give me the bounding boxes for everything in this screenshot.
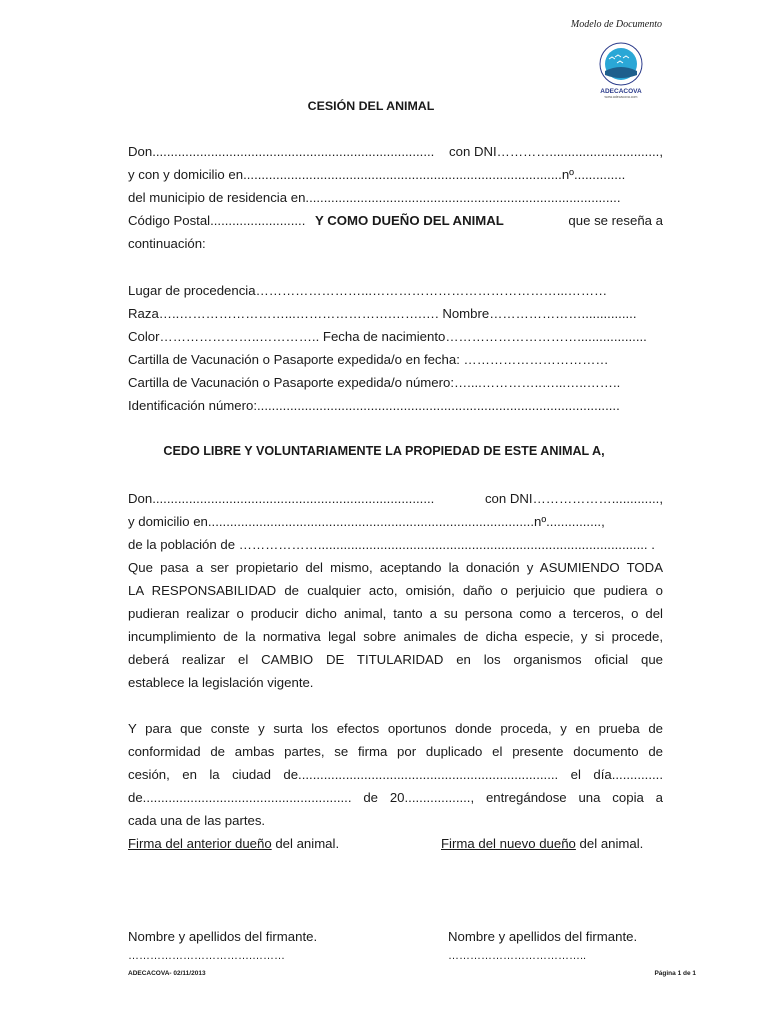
paragraph-line: LA RESPONSABILIDAD de cualquier acto, omisión, daño o perjuicio que pudiera o <box>128 583 663 598</box>
new-owner-signature-title: Firma del nuevo dueño <box>441 836 576 851</box>
new-owner-name-label: Nombre y apellidos del firmante. <box>448 929 638 944</box>
logo-url: www.adecacova.com <box>604 95 638 99</box>
vaccination-number-line: Cartilla de Vacunación o Pasaporte expedida/o número:…....…………..…...…..…….. <box>128 375 621 390</box>
continuation-line: continuación: <box>128 236 206 251</box>
adecacova-logo <box>593 41 649 99</box>
footer-page-number: Página 1 de 1 <box>654 970 696 977</box>
owner-name-field: Don............................................................................. <box>128 144 435 159</box>
new-owner-signature-suffix: del animal. <box>575 836 644 851</box>
identification-line: Identificación número:................................................................................................... <box>128 398 620 413</box>
paragraph-line: pudieran realizar o producir dicho animal, tanto a su persona como a terceros, o del <box>128 606 663 621</box>
previous-owner-name-label: Nombre y apellidos del firmante. <box>128 929 318 944</box>
owner-declaration-rest: que se reseña a <box>568 213 663 228</box>
closing-line: conformidad de ambas partes, se firma por duplicado el presente documento de <box>128 744 663 759</box>
closing-line: cada una de las partes. <box>128 813 266 828</box>
logo-emblem-icon <box>593 41 649 87</box>
previous-owner-signature-suffix: del animal. <box>271 836 340 851</box>
owner-municipality-line: del municipio de residencia en...................................................................................... <box>128 190 621 205</box>
new-owner-name-field: Don............................................................................. <box>128 491 435 506</box>
closing-line: Y para que conste y surta los efectos oportunos donde proceda, y en prueba de <box>128 721 663 736</box>
vaccination-date-line: Cartilla de Vacunación o Pasaporte expedida/o en fecha: …………………………… <box>128 352 609 367</box>
color-birth-line: Color…………………..………….. Fecha de nacimiento…………………………................... <box>128 329 647 344</box>
document-title: CESIÓN DEL ANIMAL <box>307 99 435 113</box>
new-owner-address-line: y domicilio en.........................................................................................nº..............., <box>128 514 605 529</box>
footer-organization-date: ADECACOVA- 02/11/2013 <box>128 970 206 977</box>
closing-line: cesión, en la ciudad de....................................................................... el día.............. <box>128 767 663 782</box>
owner-postal-line <box>128 213 663 229</box>
cession-heading: CEDO LIBRE Y VOLUNTARIAMENTE LA PROPIEDAD DE ESTE ANIMAL A, <box>163 444 605 458</box>
owner-declaration: Y COMO DUEÑO DEL ANIMAL <box>315 213 504 228</box>
previous-owner-name-dots: …………………………….……… <box>128 950 286 962</box>
owner-name-line <box>128 144 663 160</box>
document-type-note: Modelo de Documento <box>570 19 662 30</box>
owner-dni-field: con DNI………….............................., <box>449 144 663 159</box>
new-owner-dni-field: con DNI………………............., <box>484 491 663 506</box>
logo-name: ADECACOVA <box>600 88 642 95</box>
breed-name-line: Raza…..……………………...………………….…….…. Nombre…………………............... <box>128 306 637 321</box>
closing-line: de......................................................... de 20.................., entregándose una copia a <box>128 790 663 805</box>
owner-address-line: y con y domicilio en.......................................................................................nº.............. <box>128 167 626 182</box>
origin-line: Lugar de procedencia……………………...……………………………………...……… <box>128 283 608 298</box>
paragraph-line: Que pasa a ser propietario del mismo, aceptando la donación y ASUMIENDO TODA <box>128 560 663 575</box>
paragraph-line: establece la legislación vigente. <box>128 675 314 690</box>
previous-owner-signature-title: Firma del anterior dueño <box>128 836 272 851</box>
previous-owner-signature-label <box>128 836 339 852</box>
paragraph-line: deberá realizar el CAMBIO DE TITULARIDAD en los organismos oficial que <box>128 652 663 667</box>
postal-code-field: Código Postal.......................... <box>128 213 306 228</box>
new-owner-name-dots: ……………………………….. <box>448 950 587 962</box>
new-owner-name-line <box>128 491 663 507</box>
new-owner-town-line: de la población de ……………….......................................................................................... . <box>128 537 655 552</box>
paragraph-line: incumplimiento de la normativa legal sobre animales de dicha especie, y si procede, <box>128 629 663 644</box>
new-owner-signature-label <box>441 836 643 852</box>
